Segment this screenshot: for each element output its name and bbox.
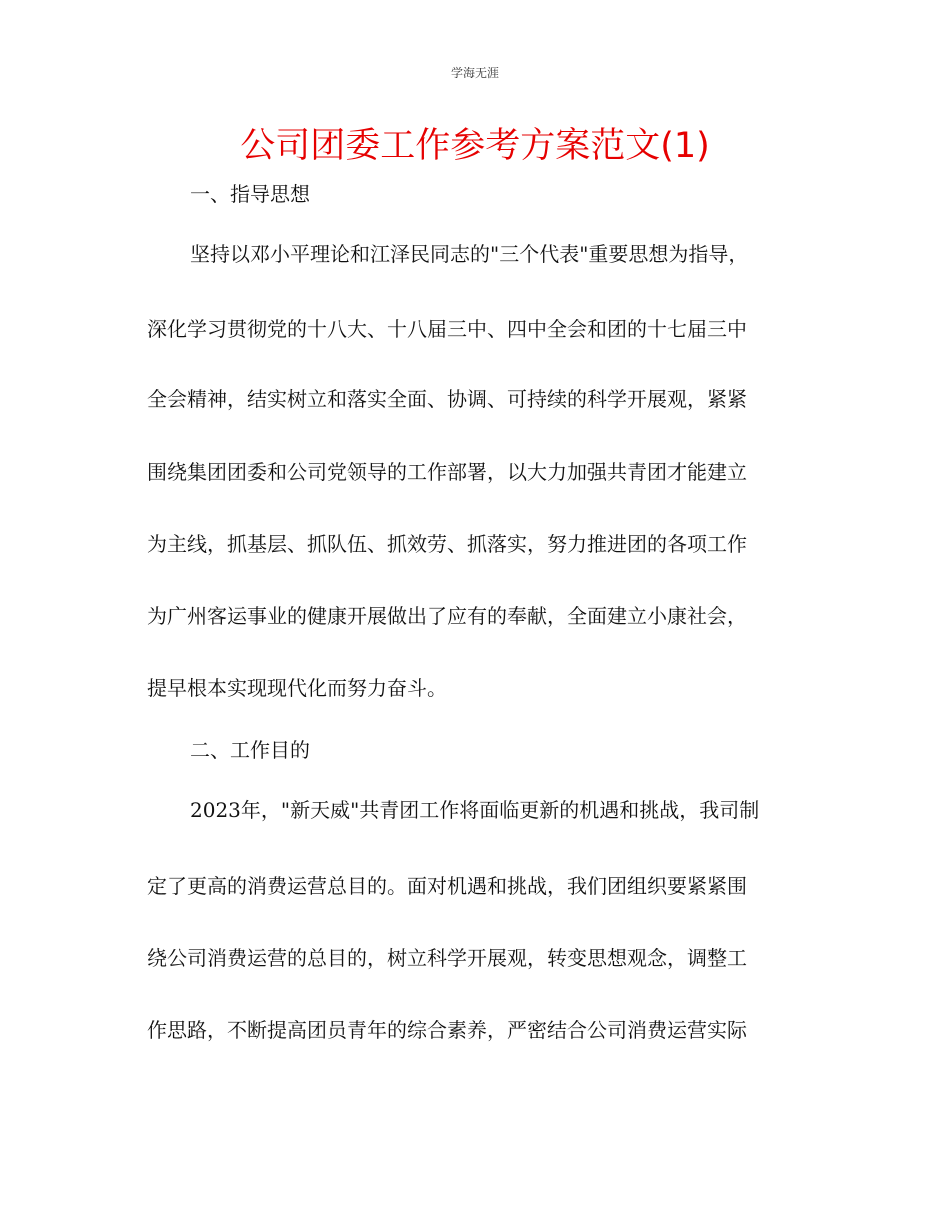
document-title: 公司团委工作参考方案范文(1) (240, 126, 710, 166)
paragraph-line: 作思路，不断提高团员青年的综合素养，严密结合公司消费运营实际 (147, 1018, 747, 1042)
paragraph-line: 全会精神，结实树立和落实全面、协调、可持续的科学开展观，紧紧 (147, 387, 747, 411)
paragraph-line: 2023年，"新天威"共青团工作将面临更新的机遇和挑战，我司制 (190, 798, 760, 822)
section-heading-2: 二、工作目的 (190, 738, 310, 762)
page-header: 学海无涯 (450, 66, 499, 80)
paragraph-line: 坚持以邓小平理论和江泽民同志的"三个代表"重要思想为指导， (190, 242, 749, 266)
paragraph-line: 为广州客运事业的健康开展做出了应有的奉献，全面建立小康社会， (147, 604, 747, 628)
paragraph-line: 深化学习贯彻党的十八大、十八届三中、四中全会和团的十七届三中 (147, 317, 747, 341)
paragraph-line: 绕公司消费运营的总目的，树立科学开展观，转变思想观念，调整工 (147, 946, 747, 970)
paragraph-line: 为主线，抓基层、抓队伍、抓效劳、抓落实，努力推进团的各项工作 (147, 532, 747, 556)
paragraph-line: 定了更高的消费运营总目的。面对机遇和挑战，我们团组织要紧紧围 (147, 874, 747, 898)
section-heading-1: 一、指导思想 (190, 182, 310, 206)
paragraph-line: 围绕集团团委和公司党领导的工作部署，以大力加强共青团才能建立 (147, 460, 747, 484)
paragraph-line: 提早根本实现现代化而努力奋斗。 (147, 676, 447, 700)
